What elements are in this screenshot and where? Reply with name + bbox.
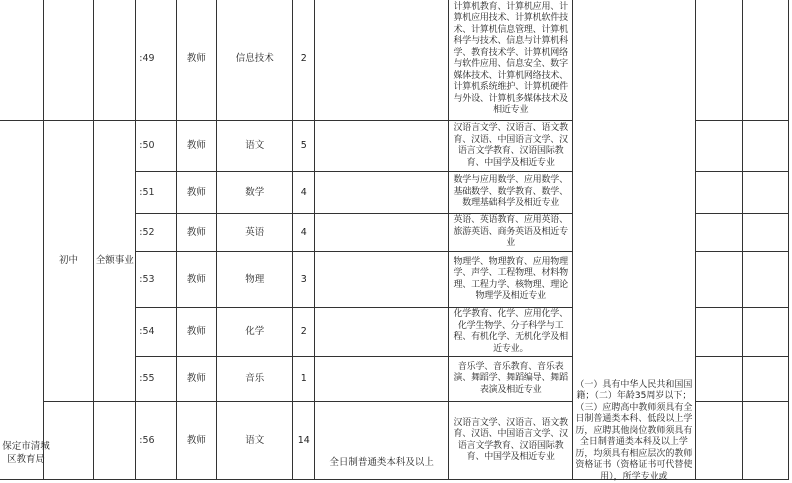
headcount: 1 xyxy=(293,357,315,402)
subject: 物理 xyxy=(217,252,293,308)
subject: 音乐 xyxy=(217,357,293,402)
subject: 英语 xyxy=(217,214,293,252)
education-requirement: 全日制普通类本科及以上 xyxy=(315,402,449,480)
subject: 语文 xyxy=(217,402,293,480)
headcount: 2 xyxy=(293,0,315,121)
headcount: 4 xyxy=(293,172,315,214)
headcount: 5 xyxy=(293,121,315,172)
subject: 数学 xyxy=(217,172,293,214)
major-requirement: 计算机教育、计算机应用、计算机应用技术、计算机软件技术、计算机信息管理、计算机科学与技术、信息与计算机科学、教育技术学、计算机网络与软件应用、信息安全、数字媒体技术、计算机网络技术、计算机系统维护、计算机硬件与外设、计算机多媒体技术及相近专业 xyxy=(449,0,573,121)
position-type: 教师 xyxy=(176,172,216,214)
position-type: 教师 xyxy=(176,308,216,357)
position-type: 教师 xyxy=(176,214,216,252)
position-code: :51 xyxy=(136,172,177,214)
table-row xyxy=(0,0,789,121)
headcount: 14 xyxy=(293,402,315,480)
position-code: :55 xyxy=(136,357,177,402)
subject: 信息技术 xyxy=(217,0,293,121)
major-requirement: 汉语言文学、汉语言、语文教育、汉语、中国语言文学、汉语言文学教育、汉语国际教育、中国学及相近专业 xyxy=(449,121,573,172)
major-requirement: 音乐学、音乐教育、音乐表演、舞蹈学、舞蹈编导、舞蹈表演及相近专业 xyxy=(449,357,573,402)
other-requirements: （一）具有中华人民共和国国籍；（二）年龄35周岁以下；（三）应聘高中教师须具有全日制普通类本科、低段以上学历，应聘其他岗位教师须具有全日制普通类本科及以上学历，均须具有相应层次的教师资格证书（资格证书可代替使用），所学专业或 xyxy=(573,380,694,483)
major-requirement: 化学教育、化学、应用化学、化学生物学、分子科学与工程、有机化学、无机化学及相近专业。 xyxy=(449,308,573,357)
funding-type: 全额事业 xyxy=(94,121,136,402)
headcount: 2 xyxy=(293,308,315,357)
position-code: :50 xyxy=(136,121,177,172)
subject: 化学 xyxy=(217,308,293,357)
major-requirement: 英语、英语教育、应用英语、旅游英语、商务英语及相近专业 xyxy=(449,214,573,252)
position-code: :56 xyxy=(136,402,177,480)
subject: 语文 xyxy=(217,121,293,172)
major-requirement: 物理学、物理教育、应用物理学、声学、工程物理、材料物理、工程力学、核物理、理论物理学及相近专业 xyxy=(449,252,573,308)
school-level: 初中 xyxy=(43,121,94,402)
position-type: 教师 xyxy=(176,252,216,308)
department-name: 保定市清城区教育局 xyxy=(2,440,50,466)
position-type: 教师 xyxy=(176,402,216,480)
headcount: 4 xyxy=(293,214,315,252)
headcount: 3 xyxy=(293,252,315,308)
position-code: :52 xyxy=(136,214,177,252)
position-type: 教师 xyxy=(176,357,216,402)
position-code: :49 xyxy=(136,0,177,121)
position-type: 教师 xyxy=(176,0,216,121)
position-type: 教师 xyxy=(176,121,216,172)
major-requirement: 汉语言文学、汉语言、语文教育、汉语、中国语言文学、汉语言文学教育、汉语国际教育、中国学及相近专业 xyxy=(449,402,573,480)
position-code: :54 xyxy=(136,308,177,357)
major-requirement: 数学与应用数学、应用数学、基础数学、数学教育、数学、数理基础科学及相近专业 xyxy=(449,172,573,214)
position-code: :53 xyxy=(136,252,177,308)
